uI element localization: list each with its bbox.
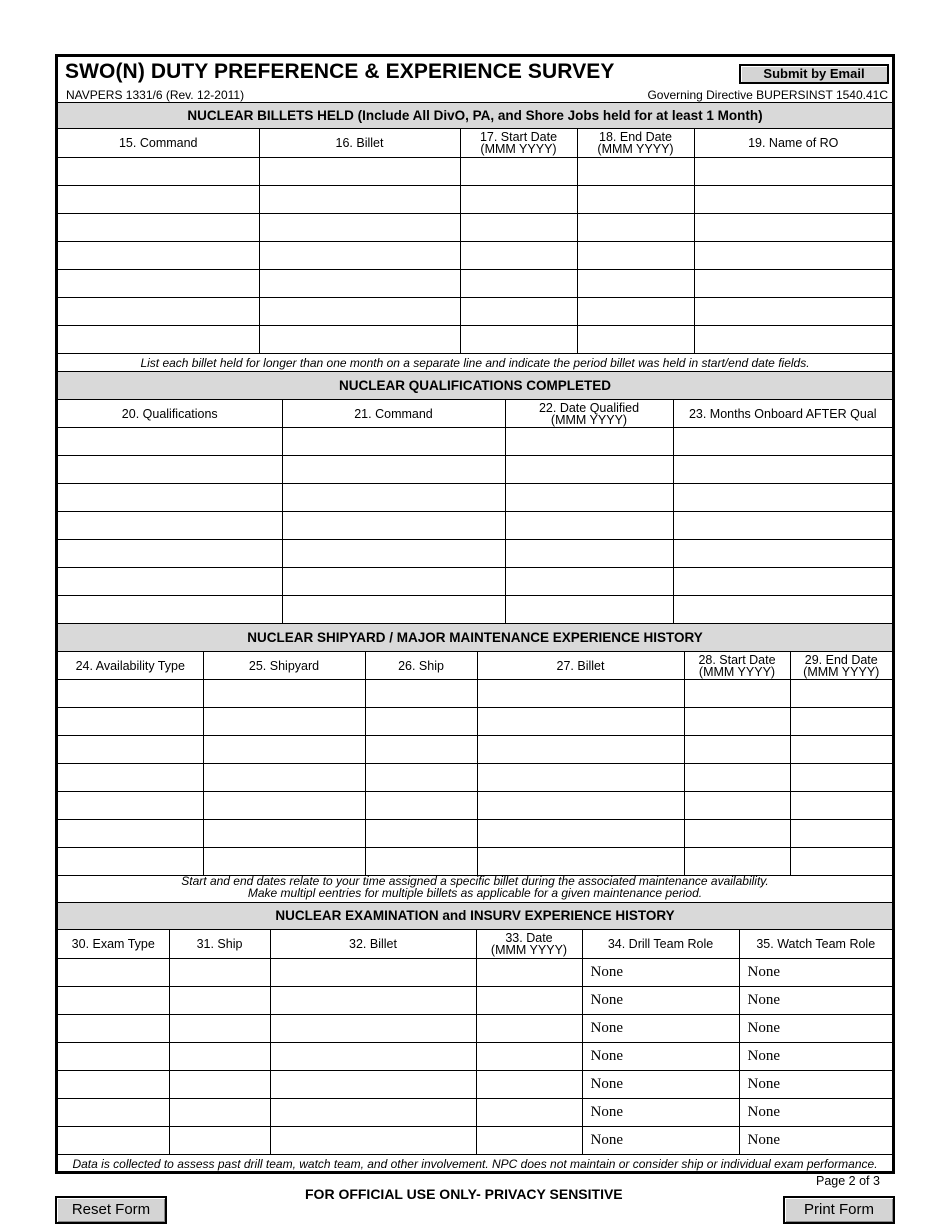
table-row xyxy=(58,568,892,596)
exam-table xyxy=(58,929,892,1155)
shipyard-field[interactable] xyxy=(203,736,365,764)
months-onboard-field[interactable] xyxy=(673,512,892,540)
date-field[interactable] xyxy=(476,959,582,987)
months-onboard-field[interactable] xyxy=(673,456,892,484)
drill-team-role-select[interactable]: None xyxy=(582,987,739,1015)
billet-field[interactable] xyxy=(477,820,684,848)
qualification-field[interactable] xyxy=(58,568,282,596)
table-row xyxy=(58,680,892,708)
ro-name-field[interactable] xyxy=(694,298,892,326)
shipyard-note-line-2: Make multipl eentries for multiple billets as applicable for a given maintenance period. xyxy=(247,886,703,900)
date-qualified-field[interactable] xyxy=(505,456,673,484)
shipyard-field[interactable] xyxy=(203,792,365,820)
col-start-date: 17. Start Date (MMM YYYY) xyxy=(460,129,577,158)
exam-type-field[interactable] xyxy=(58,1043,169,1071)
watch-team-role-select[interactable]: None xyxy=(739,987,892,1015)
availability-type-field[interactable] xyxy=(58,680,203,708)
ship-field[interactable] xyxy=(169,1043,270,1071)
billet-field[interactable] xyxy=(270,959,476,987)
start-date-field[interactable] xyxy=(684,708,790,736)
end-date-field[interactable] xyxy=(577,186,694,214)
command-field[interactable] xyxy=(58,158,259,186)
exam-footer-note: Data is collected to assess past drill team, watch team, and other involvement. NPC does not maintain or consider ship or individual exam performance. xyxy=(72,1157,878,1171)
command-field[interactable] xyxy=(282,540,505,568)
exam-type-field[interactable] xyxy=(58,1071,169,1099)
months-onboard-field[interactable] xyxy=(673,540,892,568)
start-date-field[interactable] xyxy=(460,242,577,270)
start-date-field[interactable] xyxy=(684,736,790,764)
availability-type-field[interactable] xyxy=(58,764,203,792)
start-date-field[interactable] xyxy=(684,792,790,820)
drill-team-role-select[interactable]: None xyxy=(582,1043,739,1071)
table-row xyxy=(58,596,892,624)
qualification-field[interactable] xyxy=(58,540,282,568)
col-exam-type: 30. Exam Type xyxy=(58,930,169,959)
table-row xyxy=(58,298,892,326)
command-field[interactable] xyxy=(58,186,259,214)
command-field[interactable] xyxy=(58,242,259,270)
date-field[interactable] xyxy=(476,1127,582,1155)
qualification-field[interactable] xyxy=(58,596,282,624)
date-field[interactable] xyxy=(476,1099,582,1127)
date-field[interactable] xyxy=(476,987,582,1015)
exam-section-heading: NUCLEAR EXAMINATION and INSURV EXPERIENCE HISTORY xyxy=(58,902,892,930)
command-field[interactable] xyxy=(58,270,259,298)
end-date-field[interactable] xyxy=(577,298,694,326)
col-ship: 26. Ship xyxy=(365,652,477,680)
watch-team-role-select[interactable]: None xyxy=(739,1127,892,1155)
ro-name-field[interactable] xyxy=(694,214,892,242)
ro-name-field[interactable] xyxy=(694,326,892,354)
end-date-field[interactable] xyxy=(577,326,694,354)
table-row xyxy=(58,456,892,484)
command-field[interactable] xyxy=(282,596,505,624)
billet-field[interactable] xyxy=(477,792,684,820)
date-qualified-field[interactable] xyxy=(505,596,673,624)
start-date-field[interactable] xyxy=(684,848,790,876)
billet-field[interactable] xyxy=(270,1071,476,1099)
end-date-field[interactable] xyxy=(790,792,892,820)
command-field[interactable] xyxy=(282,428,505,456)
billet-field[interactable] xyxy=(270,1015,476,1043)
ship-field[interactable] xyxy=(169,1071,270,1099)
command-field[interactable] xyxy=(282,568,505,596)
start-date-field[interactable] xyxy=(684,820,790,848)
watch-team-role-select[interactable]: None xyxy=(739,1043,892,1071)
form-number: NAVPERS 1331/6 (Rev. 12-2011) xyxy=(66,88,245,102)
date-field[interactable] xyxy=(476,1071,582,1099)
governing-directive: Governing Directive BUPERSINST 1540.41C xyxy=(647,88,888,102)
end-date-field[interactable] xyxy=(790,848,892,876)
billet-field[interactable] xyxy=(477,848,684,876)
billets-table xyxy=(58,128,892,354)
col-billet: 32. Billet xyxy=(270,930,476,959)
table-row xyxy=(58,484,892,512)
table-row xyxy=(58,792,892,820)
months-onboard-field[interactable] xyxy=(673,428,892,456)
ship-field[interactable] xyxy=(169,1127,270,1155)
billet-field[interactable] xyxy=(477,736,684,764)
shipyard-field[interactable] xyxy=(203,764,365,792)
command-field[interactable] xyxy=(282,512,505,540)
billet-field[interactable] xyxy=(259,186,460,214)
date-qualified-field[interactable] xyxy=(505,568,673,596)
start-date-field[interactable] xyxy=(460,214,577,242)
col-end-date: 18. End Date (MMM YYYY) xyxy=(577,129,694,158)
col-date-qualified: 22. Date Qualified (MMM YYYY) xyxy=(505,400,673,428)
start-date-field[interactable] xyxy=(460,298,577,326)
col-months-onboard: 23. Months Onboard AFTER Qual xyxy=(673,400,892,428)
end-date-field[interactable] xyxy=(790,736,892,764)
table-row xyxy=(58,959,892,987)
ro-name-field[interactable] xyxy=(694,242,892,270)
table-row xyxy=(58,987,892,1015)
availability-type-field[interactable] xyxy=(58,792,203,820)
exam-type-field[interactable] xyxy=(58,959,169,987)
qualification-field[interactable] xyxy=(58,512,282,540)
billet-field[interactable] xyxy=(270,987,476,1015)
exam-header-row xyxy=(58,930,892,959)
availability-type-field[interactable] xyxy=(58,736,203,764)
date-qualified-field[interactable] xyxy=(505,512,673,540)
months-onboard-field[interactable] xyxy=(673,484,892,512)
submit-by-email-button[interactable]: Submit by Email xyxy=(739,64,889,84)
ship-field[interactable] xyxy=(365,708,477,736)
watch-team-role-select[interactable]: None xyxy=(739,1015,892,1043)
watch-team-role-select[interactable]: None xyxy=(739,1071,892,1099)
ro-name-field[interactable] xyxy=(694,158,892,186)
col-shipyard: 25. Shipyard xyxy=(203,652,365,680)
drill-team-role-select[interactable]: None xyxy=(582,959,739,987)
table-row xyxy=(58,242,892,270)
table-row xyxy=(58,326,892,354)
table-row xyxy=(58,848,892,876)
col-name-of-ro: 19. Name of RO xyxy=(694,129,892,158)
col-start-date: 28. Start Date (MMM YYYY) xyxy=(684,652,790,680)
billet-field[interactable] xyxy=(259,298,460,326)
table-row xyxy=(58,764,892,792)
billet-field[interactable] xyxy=(270,1043,476,1071)
col-watch-team-role: 35. Watch Team Role xyxy=(739,930,892,959)
billets-note: List each billet held for longer than one month on a separate line and indicate the period billet was held in start/end date fields. xyxy=(140,356,810,370)
billet-field[interactable] xyxy=(270,1099,476,1127)
watch-team-role-select[interactable]: None xyxy=(739,1099,892,1127)
qualification-field[interactable] xyxy=(58,456,282,484)
table-row xyxy=(58,428,892,456)
exam-type-field[interactable] xyxy=(58,1099,169,1127)
reset-form-button[interactable]: Reset Form xyxy=(55,1196,167,1224)
billet-field[interactable] xyxy=(477,680,684,708)
exam-type-field[interactable] xyxy=(58,1127,169,1155)
date-field[interactable] xyxy=(476,1015,582,1043)
end-date-field[interactable] xyxy=(790,680,892,708)
command-field[interactable] xyxy=(58,214,259,242)
col-ship: 31. Ship xyxy=(169,930,270,959)
exam-type-field[interactable] xyxy=(58,1015,169,1043)
survey-form xyxy=(55,54,895,1174)
billet-field[interactable] xyxy=(259,326,460,354)
form-header xyxy=(58,57,892,101)
date-qualified-field[interactable] xyxy=(505,484,673,512)
ship-field[interactable] xyxy=(365,764,477,792)
ship-field[interactable] xyxy=(169,987,270,1015)
ship-field[interactable] xyxy=(365,736,477,764)
table-row xyxy=(58,214,892,242)
col-availability-type: 24. Availability Type xyxy=(58,652,203,680)
table-row xyxy=(58,820,892,848)
command-field[interactable] xyxy=(58,326,259,354)
months-onboard-field[interactable] xyxy=(673,596,892,624)
shipyard-header-row xyxy=(58,652,892,680)
table-row xyxy=(58,186,892,214)
ship-field[interactable] xyxy=(169,1015,270,1043)
end-date-field[interactable] xyxy=(577,158,694,186)
command-field[interactable] xyxy=(282,456,505,484)
availability-type-field[interactable] xyxy=(58,848,203,876)
drill-team-role-select[interactable]: None xyxy=(582,1071,739,1099)
end-date-field[interactable] xyxy=(577,214,694,242)
watch-team-role-select[interactable]: None xyxy=(739,959,892,987)
fouo-label: FOR OFFICIAL USE ONLY- PRIVACY SENSITIVE xyxy=(305,1186,623,1202)
ship-field[interactable] xyxy=(169,1099,270,1127)
shipyard-note-line-1: Start and end dates relate to your time assigned a specific billet during the associated maintenance availability. xyxy=(181,874,769,888)
col-date: 33. Date (MMM YYYY) xyxy=(476,930,582,959)
date-qualified-field[interactable] xyxy=(505,540,673,568)
billet-field[interactable] xyxy=(477,764,684,792)
end-date-field[interactable] xyxy=(790,820,892,848)
quals-header-row xyxy=(58,400,892,428)
exam-type-field[interactable] xyxy=(58,987,169,1015)
start-date-field[interactable] xyxy=(684,680,790,708)
drill-team-role-select[interactable]: None xyxy=(582,1015,739,1043)
end-date-field[interactable] xyxy=(790,764,892,792)
ro-name-field[interactable] xyxy=(694,186,892,214)
shipyard-section-heading: NUCLEAR SHIPYARD / MAJOR MAINTENANCE EXPERIENCE HISTORY xyxy=(58,623,892,652)
ship-field[interactable] xyxy=(365,680,477,708)
billets-header-row xyxy=(58,129,892,158)
shipyard-field[interactable] xyxy=(203,708,365,736)
table-row xyxy=(58,1015,892,1043)
shipyard-field[interactable] xyxy=(203,848,365,876)
end-date-field[interactable] xyxy=(577,242,694,270)
start-date-field[interactable] xyxy=(460,270,577,298)
col-billet: 16. Billet xyxy=(259,129,460,158)
shipyard-table xyxy=(58,651,892,876)
ship-field[interactable] xyxy=(365,848,477,876)
availability-type-field[interactable] xyxy=(58,820,203,848)
col-end-date: 29. End Date (MMM YYYY) xyxy=(790,652,892,680)
start-date-field[interactable] xyxy=(460,326,577,354)
shipyard-field[interactable] xyxy=(203,680,365,708)
table-row xyxy=(58,1043,892,1071)
table-row xyxy=(58,512,892,540)
shipyard-field[interactable] xyxy=(203,820,365,848)
billet-field[interactable] xyxy=(270,1127,476,1155)
qualification-field[interactable] xyxy=(58,428,282,456)
col-command: 15. Command xyxy=(58,129,259,158)
page-number: Page 2 of 3 xyxy=(816,1174,880,1188)
shipyard-note xyxy=(58,875,892,899)
command-field[interactable] xyxy=(58,298,259,326)
billet-field[interactable] xyxy=(259,242,460,270)
ship-field[interactable] xyxy=(365,792,477,820)
table-row xyxy=(58,736,892,764)
qualification-field[interactable] xyxy=(58,484,282,512)
table-row xyxy=(58,708,892,736)
table-row xyxy=(58,1071,892,1099)
form-title: SWO(N) DUTY PREFERENCE & EXPERIENCE SURVEY xyxy=(65,60,615,83)
ro-name-field[interactable] xyxy=(694,270,892,298)
end-date-field[interactable] xyxy=(577,270,694,298)
table-row xyxy=(58,1127,892,1155)
col-command: 21. Command xyxy=(282,400,505,428)
date-field[interactable] xyxy=(476,1043,582,1071)
date-qualified-field[interactable] xyxy=(505,428,673,456)
ship-field[interactable] xyxy=(365,820,477,848)
drill-team-role-select[interactable]: None xyxy=(582,1127,739,1155)
command-field[interactable] xyxy=(282,484,505,512)
availability-type-field[interactable] xyxy=(58,708,203,736)
col-billet: 27. Billet xyxy=(477,652,684,680)
billet-field[interactable] xyxy=(259,214,460,242)
start-date-field[interactable] xyxy=(684,764,790,792)
months-onboard-field[interactable] xyxy=(673,568,892,596)
table-row xyxy=(58,1099,892,1127)
drill-team-role-select[interactable]: None xyxy=(582,1099,739,1127)
table-row xyxy=(58,270,892,298)
start-date-field[interactable] xyxy=(460,158,577,186)
table-row xyxy=(58,158,892,186)
billet-field[interactable] xyxy=(259,270,460,298)
table-row xyxy=(58,540,892,568)
ship-field[interactable] xyxy=(169,959,270,987)
quals-table xyxy=(58,399,892,624)
end-date-field[interactable] xyxy=(790,708,892,736)
col-qualifications: 20. Qualifications xyxy=(58,400,282,428)
print-form-button[interactable]: Print Form xyxy=(783,1196,895,1224)
quals-section-heading: NUCLEAR QUALIFICATIONS COMPLETED xyxy=(58,371,892,400)
billets-section-heading: NUCLEAR BILLETS HELD (Include All DivO, PA, and Shore Jobs held for at least 1 Month) xyxy=(58,102,892,129)
start-date-field[interactable] xyxy=(460,186,577,214)
billet-field[interactable] xyxy=(477,708,684,736)
col-drill-team-role: 34. Drill Team Role xyxy=(582,930,739,959)
billet-field[interactable] xyxy=(259,158,460,186)
